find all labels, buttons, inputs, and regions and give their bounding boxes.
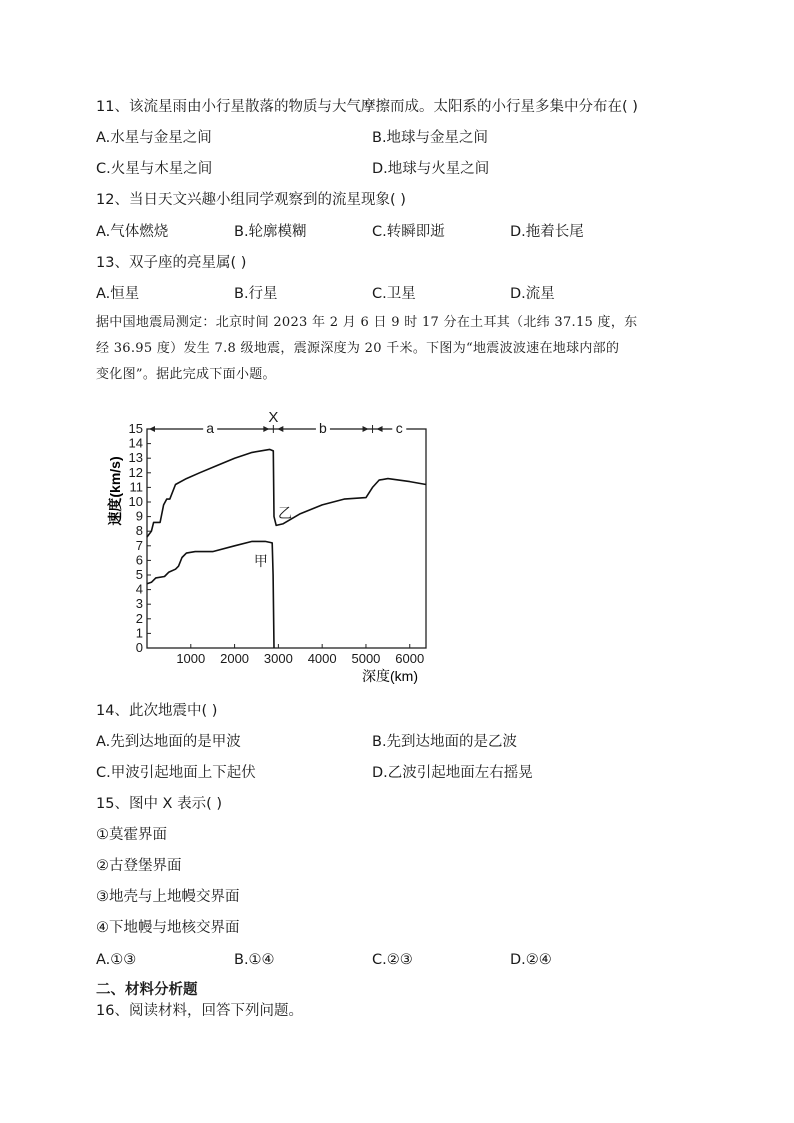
- y-tick-label: 8: [135, 523, 143, 539]
- q15-option-b: B.①④: [234, 952, 275, 968]
- material-line-1: 据中国地震局测定：北京时间 2023 年 2 月 6 日 9 时 17 分在土耳其（北纬 37.15 度，东: [96, 315, 638, 330]
- range-label-c: c: [395, 420, 403, 436]
- q12-option-c: C.转瞬即逝: [372, 224, 445, 240]
- y-tick-label: 10: [128, 494, 143, 509]
- x-tick-label: 3000: [263, 651, 293, 666]
- q15-item-3: ③地壳与上地幔交界面: [96, 889, 240, 905]
- x-tick-label: 6000: [395, 651, 425, 666]
- series-line-yi: [147, 449, 426, 537]
- q14-option-c: C.甲波引起地面上下起伏: [96, 765, 256, 781]
- material-line-3: 变化图”。据此完成下面小题。: [96, 367, 276, 382]
- y-tick-label: 11: [129, 479, 143, 495]
- range-label-b: b: [319, 420, 327, 436]
- q15-item-4: ④下地幔与地核交界面: [96, 920, 240, 936]
- range-a-arrowhead: [263, 426, 269, 432]
- q13-option-c: C.卫星: [372, 286, 416, 302]
- range-b-arrowhead: [363, 426, 369, 432]
- q14-option-b: B.先到达地面的是乙波: [372, 734, 518, 750]
- series-label-yi: 乙: [277, 505, 292, 522]
- q12-option-d: D.拖着长尾: [510, 224, 584, 240]
- x-axis-label: 深度(km): [362, 668, 418, 684]
- q15-stem: 15、图中 X 表示( ): [96, 796, 223, 812]
- y-tick-label: 9: [135, 508, 143, 524]
- range-c-arrowhead: [377, 426, 383, 432]
- q15-option-d: D.②④: [510, 952, 552, 968]
- range-b-arrowhead: [277, 426, 283, 432]
- series-label-jia: 甲: [253, 553, 268, 570]
- x-tick-label: 4000: [307, 651, 337, 666]
- q15-item-2: ②古登堡界面: [96, 858, 182, 874]
- q13-stem: 13、双子座的亮星属( ): [96, 255, 247, 271]
- q14-option-a: A.先到达地面的是甲波: [96, 734, 241, 750]
- y-tick-label: 3: [135, 596, 143, 612]
- q14-option-d: D.乙波引起地面左右摇晃: [372, 765, 533, 781]
- plot-frame: [147, 429, 426, 648]
- q12-option-b: B.轮廓模糊: [234, 224, 307, 240]
- y-tick-label: 6: [135, 552, 143, 568]
- q12-stem: 12、当日天文兴趣小组同学观察到的流星现象( ): [96, 192, 406, 208]
- y-tick-label: 14: [128, 435, 143, 451]
- y-tick-label: 4: [135, 581, 143, 597]
- q11-option-a: A.水星与金星之间: [96, 130, 212, 146]
- seismic-wave-chart: [100, 404, 440, 693]
- q15-item-1: ①莫霍界面: [96, 827, 167, 843]
- y-tick-label: 1: [135, 625, 143, 641]
- y-tick-label: 0: [135, 640, 143, 655]
- q13-option-d: D.流星: [510, 286, 555, 302]
- q13-option-a: A.恒星: [96, 286, 140, 302]
- boundary-label-x: X: [268, 409, 279, 426]
- material-paragraph: [96, 310, 696, 388]
- q16-stem: 16、阅读材料，回答下列问题。: [96, 1003, 303, 1019]
- q11-option-d: D.地球与火星之间: [372, 161, 490, 177]
- section-2-title: 二、材料分析题: [96, 982, 198, 998]
- x-tick-label: 1000: [176, 651, 206, 666]
- y-tick-label: 2: [135, 610, 143, 626]
- y-tick-label: 5: [135, 567, 143, 582]
- q11-stem: 11、该流星雨由小行星散落的物质与大气摩擦而成。太阳系的小行星多集中分布在( ): [96, 99, 638, 115]
- material-line-2: 经 36.95 度）发生 7.8 级地震，震源深度为 20 千米。下图为“地震波波速在地球内部的: [96, 341, 620, 356]
- q15-option-a: A.①③: [96, 952, 137, 968]
- q13-option-b: B.行星: [234, 286, 278, 302]
- range-label-a: a: [206, 420, 215, 436]
- x-tick-label: 5000: [351, 651, 381, 666]
- y-tick-label: 15: [128, 421, 143, 436]
- x-tick-label: 2000: [220, 651, 250, 666]
- y-tick-label: 13: [128, 450, 143, 466]
- y-tick-label: 7: [135, 537, 143, 553]
- q15-option-c: C.②③: [372, 952, 413, 968]
- q14-stem: 14、此次地震中( ): [96, 703, 218, 719]
- q11-option-c: C.火星与木星之间: [96, 161, 213, 177]
- y-axis-label: 速度(km/s): [107, 456, 123, 526]
- q11-option-b: B.地球与金星之间: [372, 130, 489, 146]
- q12-option-a: A.气体燃烧: [96, 224, 169, 240]
- seismic-wave-chart-svg: [100, 404, 440, 689]
- y-tick-label: 12: [128, 464, 143, 480]
